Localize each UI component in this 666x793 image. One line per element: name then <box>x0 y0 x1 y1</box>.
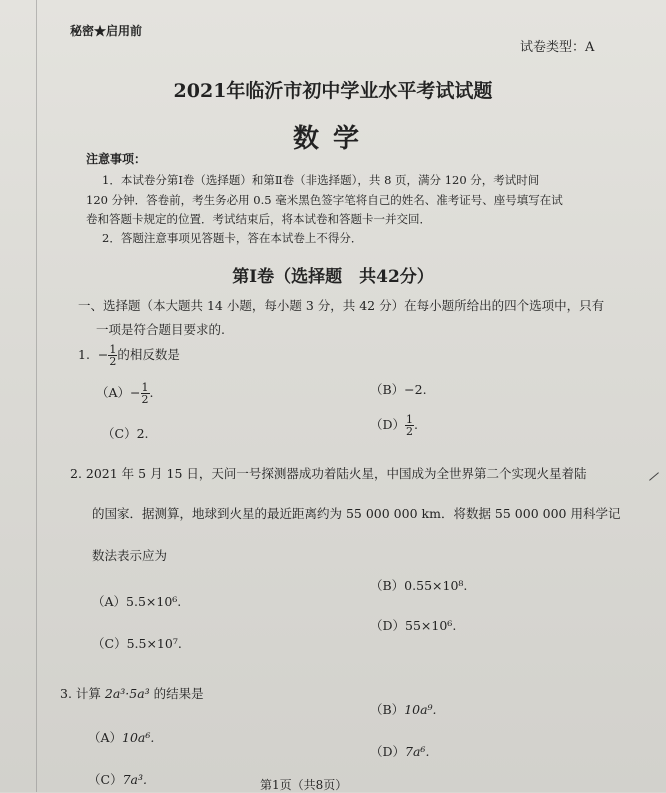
confidential-mark: 秘密★启用前 <box>70 24 143 38</box>
fraction-denominator: 2 <box>109 355 117 368</box>
notice-line: 1．本试卷分第Ⅰ卷（选择题）和第Ⅱ卷（非选择题），共 8 页，满分 120 分，考试时间 <box>102 173 540 187</box>
fraction-numerator: 1 <box>109 343 117 356</box>
question-3-stem <box>60 684 204 702</box>
exam-title: 2021年临沂市初中学业水平考试试题 <box>173 80 493 102</box>
option-label: （D） <box>370 744 406 759</box>
page-footer: 第1页（共8页） <box>260 778 348 792</box>
option-d <box>370 414 418 437</box>
option-label: （A）− <box>96 385 141 400</box>
option-label: （A） <box>88 730 123 745</box>
option-tail: . <box>414 417 419 432</box>
option-label: （B） <box>370 702 405 717</box>
subject-title: 数学 <box>292 124 373 154</box>
fraction <box>405 414 414 437</box>
option-label: （D） <box>370 417 406 432</box>
option-value: 10a⁶. <box>122 730 155 745</box>
fraction-numerator: 1 <box>141 381 149 394</box>
math-expression: 2a³·5a³ <box>104 686 150 701</box>
question-text: 3. 计算 <box>60 686 105 701</box>
notice-heading: 注意事项： <box>86 152 147 166</box>
option-b: （B）0.55×10⁸. <box>370 578 468 593</box>
option-value: 10a⁹. <box>404 702 437 717</box>
section-title: 第Ⅰ卷（选择题 共42分） <box>232 267 434 287</box>
notice-line: 2．答题注意事项见答题卡，答在本试卷上不得分． <box>102 231 363 245</box>
question-text: 的相反数是 <box>117 347 180 362</box>
option-d <box>370 742 429 760</box>
question-1-stem <box>78 344 180 367</box>
option-c: （C）5.5×10⁷. <box>92 636 182 651</box>
option-label: （C） <box>88 772 123 787</box>
option-tail: . <box>149 385 154 400</box>
option-c: （C）2. <box>102 426 149 441</box>
option-b: （B）−2. <box>370 382 427 397</box>
fraction-denominator: 2 <box>406 425 414 438</box>
option-a <box>88 728 154 746</box>
question-2-line: 的国家．据测算，地球到火星的最近距离约为 55 000 000 km．将数据 55 000 000 用科学记 <box>92 506 621 521</box>
part-instruction: 一项是符合题目要求的. <box>96 322 225 337</box>
question-2-line: 数法表示应为 <box>92 548 168 563</box>
notice-line: 120 分钟．答卷前，考生务必用 0.5 毫米黑色签字笔将自己的姓名、准考证号、座号填写在试 <box>86 193 563 207</box>
option-value: 7a⁶. <box>405 744 430 759</box>
notice-line: 卷和答题卡规定的位置．考试结束后，将本试卷和答题卡一并交回． <box>86 212 431 226</box>
fraction <box>141 382 150 405</box>
question-text: 的结果是 <box>149 686 204 701</box>
question-2-line: 2. 2021 年 5 月 15 日，天问一号探测器成功着陆火星，中国成为全世界第二个实现火星着陆 <box>70 466 587 481</box>
option-c <box>88 770 147 788</box>
option-a <box>96 382 154 405</box>
option-a: （A）5.5×10⁶. <box>92 594 182 609</box>
fraction-denominator: 2 <box>141 393 149 406</box>
pen-mark <box>649 472 659 480</box>
part-instruction: 一、选择题（本大题共 14 小题，每小题 3 分，共 42 分）在每小题所给出的四个选项中，只有 <box>78 298 605 313</box>
question-number: 1. <box>78 347 90 362</box>
paper-type: 试卷类型：A <box>520 40 595 55</box>
option-b <box>370 700 437 718</box>
minus-sign: − <box>97 347 109 362</box>
option-d: （D）55×10⁶. <box>370 618 457 633</box>
option-value: 7a³. <box>122 772 147 787</box>
fraction-numerator: 1 <box>406 413 414 426</box>
